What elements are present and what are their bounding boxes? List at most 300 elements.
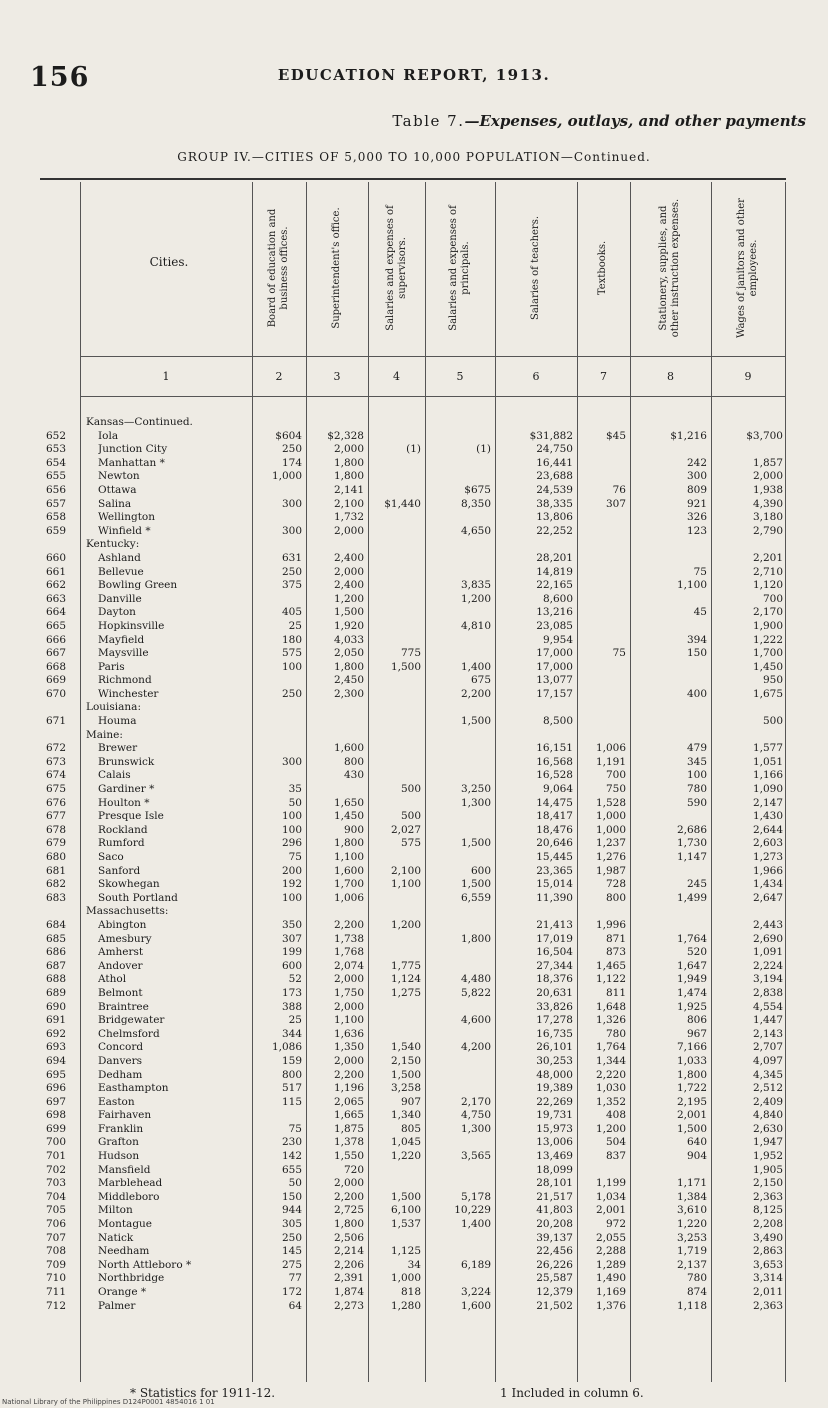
cell-c4: (1)	[406, 443, 421, 456]
cell-c2: 100	[281, 823, 302, 836]
cell-c8: 2,195	[676, 1095, 707, 1108]
cell-c7: 1,000	[595, 810, 626, 823]
cell-c6: 20,208	[536, 1218, 573, 1231]
cell-c6: 13,216	[536, 606, 573, 619]
city-name: Winfield *	[98, 524, 151, 537]
cell-c3: 1,600	[333, 742, 364, 755]
col-number: 6	[532, 370, 540, 383]
col-divider	[80, 182, 81, 1382]
cell-c6: 28,201	[536, 551, 573, 564]
cell-c9: 2,603	[752, 837, 783, 850]
cell-c9: 4,554	[752, 1000, 783, 1013]
cell-c2: 100	[281, 810, 302, 823]
cell-c9: 500	[762, 715, 783, 728]
cell-c6: 21,517	[536, 1190, 573, 1203]
cell-c4: 6,100	[390, 1204, 421, 1217]
cell-c8: 1,800	[676, 1068, 707, 1081]
cell-c3: 1,750	[333, 986, 364, 999]
cell-c8: 874	[686, 1286, 707, 1298]
col-heading-superintendent: Superintendent's office.	[331, 207, 342, 329]
cell-c9: 2,143	[752, 1027, 783, 1040]
row-number: 652	[46, 429, 67, 442]
col-divider	[711, 182, 712, 1382]
cell-c3: 1,800	[333, 456, 364, 469]
row-number: 662	[46, 579, 67, 592]
cell-c2: 52	[288, 973, 302, 986]
cell-c6: 41,803	[536, 1204, 573, 1217]
row-number: 677	[46, 810, 67, 823]
cell-c3: 1,450	[333, 810, 364, 823]
cell-c5: 3,835	[460, 579, 491, 592]
cell-c4: 2,100	[390, 864, 421, 877]
cell-c3: 800	[343, 755, 364, 768]
cell-c6: 25,587	[536, 1272, 573, 1285]
cell-c7: 1,122	[595, 973, 626, 986]
cell-c6: 15,445	[536, 851, 573, 863]
cell-c9: 3,314	[752, 1272, 783, 1285]
cell-c5: 1,500	[460, 878, 491, 891]
cell-c9: 2,838	[752, 986, 783, 999]
cell-c7: 2,001	[595, 1204, 626, 1217]
cell-c5: 1,300	[460, 796, 491, 809]
city-name: Brunswick	[98, 755, 155, 768]
cell-c9: 1,857	[752, 456, 783, 469]
city-name: Amesbury	[98, 932, 152, 945]
city-name: Middleboro	[98, 1190, 160, 1203]
header-rule	[80, 356, 786, 357]
cell-c9: 2,443	[752, 918, 783, 931]
row-number: 655	[46, 470, 67, 483]
cell-c8: 1,949	[676, 973, 707, 986]
city-name: Junction City	[98, 443, 168, 456]
cell-c9: 4,390	[752, 497, 783, 510]
cell-c9: 2,170	[752, 606, 783, 619]
cell-c2: 300	[281, 524, 302, 537]
cell-c9: 1,947	[752, 1136, 783, 1149]
row-number: 663	[46, 592, 67, 605]
row-number: 670	[46, 687, 67, 700]
cell-c6: 20,631	[536, 986, 573, 999]
cell-c3: 1,732	[333, 511, 364, 524]
cell-c2: 50	[288, 796, 302, 809]
row-number: 693	[46, 1041, 67, 1054]
cell-c3: 1,600	[333, 864, 364, 877]
table-caption	[392, 112, 806, 130]
row-number: 680	[46, 851, 67, 863]
cell-c7: $45	[605, 429, 626, 442]
cell-c8: 2,001	[676, 1109, 707, 1122]
city-name: Concord	[98, 1041, 144, 1054]
cell-c7: 1,199	[595, 1177, 626, 1190]
city-name: Newton	[98, 470, 140, 483]
col-heading-board: Board of education and business offices.	[267, 208, 290, 328]
cell-c6: 33,826	[536, 1000, 573, 1013]
col-number: 1	[162, 370, 170, 383]
cell-c9: 4,345	[752, 1068, 783, 1081]
cell-c4: 805	[400, 1122, 421, 1135]
cell-c8: 1,220	[676, 1218, 707, 1231]
state-name: Louisiana:	[86, 701, 141, 714]
cell-c5: 1,500	[460, 715, 491, 728]
city-name: Franklin	[98, 1122, 144, 1135]
cell-c4: 1,125	[390, 1245, 421, 1258]
row-number: 664	[46, 606, 67, 619]
row-number: 702	[46, 1163, 67, 1176]
cell-c7: 1,648	[595, 1000, 626, 1013]
city-name: Palmer	[98, 1299, 136, 1312]
cell-c9: 2,707	[752, 1041, 783, 1054]
cell-c3: 2,000	[333, 443, 364, 456]
col-divider	[630, 182, 631, 1382]
cell-c3: 2,200	[333, 918, 364, 931]
cell-c3: 2,300	[333, 687, 364, 700]
city-name: Bowling Green	[98, 579, 178, 592]
cell-c2: 300	[281, 497, 302, 510]
cell-c9: $3,700	[746, 429, 783, 442]
cell-c3: 900	[343, 823, 364, 836]
cell-c7: 700	[605, 769, 626, 782]
cell-c8: $1,216	[670, 429, 707, 442]
row-number: 653	[46, 443, 67, 456]
cell-c9: 2,863	[752, 1245, 783, 1258]
city-name: Mayfield	[98, 633, 145, 646]
cell-c5: 10,229	[454, 1204, 491, 1217]
cell-c9: 1,577	[752, 742, 783, 755]
cell-c9: 1,447	[752, 1014, 783, 1027]
cell-c5: 1,200	[460, 592, 491, 605]
cell-c6: 21,413	[536, 918, 573, 931]
cell-c3: 1,378	[333, 1136, 364, 1149]
cell-c8: 150	[686, 647, 707, 660]
row-number: 697	[46, 1095, 67, 1108]
cell-c3: 2,065	[333, 1095, 364, 1108]
row-number: 667	[46, 647, 67, 660]
cell-c6: 16,151	[536, 742, 573, 755]
cell-c5: $675	[464, 483, 491, 496]
cell-c6: 9,064	[542, 783, 573, 796]
cell-c2: 35	[288, 783, 302, 796]
cell-c6: 22,456	[536, 1245, 573, 1258]
cell-c3: 2,000	[333, 1000, 364, 1013]
cell-c7: 504	[605, 1136, 626, 1149]
cell-c3: 1,006	[333, 891, 364, 904]
row-number: 669	[46, 674, 67, 687]
cell-c8: 2,137	[676, 1258, 707, 1271]
cell-c2: 142	[281, 1150, 302, 1163]
city-name: Richmond	[98, 674, 152, 687]
cell-c3: 2,141	[333, 483, 364, 496]
cell-c7: 728	[605, 878, 626, 891]
cell-c7: 1,200	[595, 1122, 626, 1135]
cell-c4: 1,275	[390, 986, 421, 999]
cell-c2: 631	[281, 551, 302, 564]
col-heading-teachers: Salaries of teachers.	[530, 215, 541, 321]
cell-c7: 76	[612, 483, 626, 496]
cell-c8: 1,722	[676, 1082, 707, 1095]
cell-c2: 25	[288, 1014, 302, 1027]
city-name: Dayton	[98, 606, 136, 619]
cell-c9: 2,409	[752, 1095, 783, 1108]
row-number: 674	[46, 769, 67, 782]
cell-c3: 1,800	[333, 470, 364, 483]
cell-c6: 19,389	[536, 1082, 573, 1095]
cell-c2: 64	[288, 1299, 302, 1312]
cell-c2: 200	[281, 864, 302, 877]
cell-c6: 15,973	[536, 1122, 573, 1135]
cell-c7: 307	[605, 497, 626, 510]
cell-c2: 388	[281, 1000, 302, 1013]
cell-c8: 1,647	[676, 959, 707, 972]
cell-c6: 18,417	[536, 810, 573, 823]
cell-c9: 1,430	[752, 810, 783, 823]
city-name: Danville	[98, 592, 142, 605]
cell-c8: 1,171	[676, 1177, 707, 1190]
cell-c5: 4,600	[460, 1014, 491, 1027]
cell-c3: 2,273	[333, 1299, 364, 1312]
city-name: Sanford	[98, 864, 141, 877]
cell-c3: 1,875	[333, 1122, 364, 1135]
cell-c6: 21,502	[536, 1299, 573, 1312]
row-number: 704	[46, 1190, 67, 1203]
group-title: GROUP IV.—CITIES OF 5,000 TO 10,000 POPULATION—Continued.	[177, 150, 651, 164]
city-name: Saco	[98, 851, 124, 863]
cell-c8: 1,474	[676, 986, 707, 999]
cell-c6: 15,014	[536, 878, 573, 891]
state-name: Massachusetts:	[86, 905, 169, 918]
city-name: Houma	[98, 715, 137, 728]
cell-c6: 26,101	[536, 1041, 573, 1054]
footnote-one: 1 Included in column 6.	[500, 1386, 644, 1400]
cell-c7: 1,326	[595, 1014, 626, 1027]
cell-c7: 800	[605, 891, 626, 904]
cell-c6: 30,253	[536, 1054, 573, 1067]
city-name: Dedham	[98, 1068, 143, 1081]
col-number: 4	[393, 370, 400, 383]
cell-c9: 3,194	[752, 973, 783, 986]
cell-c9: 2,512	[752, 1082, 783, 1095]
cell-c7: 811	[605, 986, 626, 999]
cell-c7: 837	[605, 1150, 626, 1163]
cell-c9: 1,051	[752, 755, 783, 768]
cell-c7: 1,764	[595, 1041, 626, 1054]
cell-c4: 1,775	[390, 959, 421, 972]
cell-c8: 967	[686, 1027, 707, 1040]
cell-c7: 972	[605, 1218, 626, 1231]
cell-c4: 1,100	[390, 878, 421, 891]
row-number: 684	[46, 918, 67, 931]
city-name: Orange *	[98, 1286, 147, 1298]
cell-c6: 22,269	[536, 1095, 573, 1108]
cell-c8: 1,118	[676, 1299, 707, 1312]
col-divider	[425, 182, 426, 1382]
cell-c2: 405	[281, 606, 302, 619]
cell-c9: 2,224	[752, 959, 783, 972]
city-name: Manhattan *	[98, 456, 165, 469]
city-name: Easthampton	[98, 1082, 169, 1095]
cell-c7: 1,987	[595, 864, 626, 877]
cell-c6: 18,099	[536, 1163, 573, 1176]
cell-c6: 19,731	[536, 1109, 573, 1122]
cell-c8: 1,384	[676, 1190, 707, 1203]
cell-c4: 818	[400, 1286, 421, 1298]
cell-c8: 345	[686, 755, 707, 768]
cell-c8: 242	[686, 456, 707, 469]
cell-c9: 1,222	[752, 633, 783, 646]
cell-c6: 14,819	[536, 565, 573, 578]
cell-c2: 250	[281, 1231, 302, 1244]
cell-c6: 16,735	[536, 1027, 573, 1040]
cell-c2: 250	[281, 687, 302, 700]
cell-c3: 2,000	[333, 1054, 364, 1067]
cell-c6: 17,157	[536, 687, 573, 700]
cell-c3: 1,196	[333, 1082, 364, 1095]
cell-c9: 1,273	[752, 851, 783, 863]
row-number: 679	[46, 837, 67, 850]
cell-c3: 2,050	[333, 647, 364, 660]
cell-c5: 2,200	[460, 687, 491, 700]
cell-c6: 24,539	[536, 483, 573, 496]
cell-c3: 1,650	[333, 796, 364, 809]
row-number: 668	[46, 660, 67, 673]
cell-c4: $1,440	[384, 497, 421, 510]
cell-c8: 400	[686, 687, 707, 700]
row-number: 708	[46, 1245, 67, 1258]
row-number: 661	[46, 565, 67, 578]
city-name: Fairhaven	[98, 1109, 152, 1122]
cell-c5: 5,822	[460, 986, 491, 999]
cell-c9: 2,647	[752, 891, 783, 904]
cell-c6: 23,688	[536, 470, 573, 483]
cell-c4: 1,045	[390, 1136, 421, 1149]
cell-c4: 1,500	[390, 1068, 421, 1081]
city-name: Calais	[98, 769, 131, 782]
cell-c2: 77	[288, 1272, 302, 1285]
row-number: 688	[46, 973, 67, 986]
cell-c9: 2,790	[752, 524, 783, 537]
row-number: 656	[46, 483, 67, 496]
row-number: 690	[46, 1000, 67, 1013]
cell-c2: 75	[288, 1122, 302, 1135]
city-name: Milton	[98, 1204, 133, 1217]
cell-c6: 23,085	[536, 619, 573, 632]
city-name: Ashland	[98, 551, 141, 564]
cell-c6: 16,528	[536, 769, 573, 782]
cell-c3: 430	[343, 769, 364, 782]
cell-c2: 1,086	[271, 1041, 302, 1054]
cell-c6: $31,882	[529, 429, 573, 442]
cell-c8: 780	[686, 783, 707, 796]
cell-c6: 16,441	[536, 456, 573, 469]
footnote-star: * Statistics for 1911-12.	[130, 1386, 276, 1400]
cell-c7: 1,490	[595, 1272, 626, 1285]
cell-c9: 1,450	[752, 660, 783, 673]
row-number: 709	[46, 1258, 67, 1271]
cell-c9: 1,900	[752, 619, 783, 632]
cell-c5: 4,480	[460, 973, 491, 986]
cell-c9: 3,653	[752, 1258, 783, 1271]
cell-c3: 2,000	[333, 565, 364, 578]
cell-c5: 600	[470, 864, 491, 877]
cell-c5: 1,600	[460, 1299, 491, 1312]
cell-c6: 17,019	[536, 932, 573, 945]
cell-c3: 2,391	[333, 1272, 364, 1285]
cell-c4: 1,220	[390, 1150, 421, 1163]
col-number: 2	[275, 370, 283, 383]
cell-c5: 1,400	[460, 660, 491, 673]
col-number: 5	[456, 370, 464, 383]
cell-c8: 123	[686, 524, 707, 537]
cell-c3: 1,768	[333, 946, 364, 959]
cell-c8: 1,033	[676, 1054, 707, 1067]
cell-c8: 520	[686, 946, 707, 959]
col-number: 9	[744, 370, 752, 383]
cell-c2: 230	[281, 1136, 302, 1149]
cell-c4: 1,540	[390, 1041, 421, 1054]
cell-c2: 375	[281, 579, 302, 592]
city-name: Presque Isle	[98, 810, 164, 823]
cell-c2: 800	[281, 1068, 302, 1081]
cell-c8: 1,500	[676, 1122, 707, 1135]
city-name: Braintree	[98, 1000, 149, 1013]
col-heading-textbooks: Textbooks.	[597, 240, 608, 296]
cell-c8: 394	[686, 633, 707, 646]
col-heading-stationery: Stationery, supplies, and other instruction expenses.	[658, 198, 681, 338]
cell-c7: 2,055	[595, 1231, 626, 1244]
cell-c2: 100	[281, 891, 302, 904]
cell-c2: 600	[281, 959, 302, 972]
cell-c7: 1,000	[595, 823, 626, 836]
city-name: Skowhegan	[98, 878, 160, 891]
cell-c9: 3,490	[752, 1231, 783, 1244]
cell-c9: 2,630	[752, 1122, 783, 1135]
cell-c5: 1,300	[460, 1122, 491, 1135]
cell-c8: 100	[686, 769, 707, 782]
row-number: 703	[46, 1177, 67, 1190]
row-number: 676	[46, 796, 67, 809]
source-stamp: National Library of the Philippines D124P0001 4854016 1 01	[2, 1398, 215, 1406]
cell-c3: 1,738	[333, 932, 364, 945]
row-number: 686	[46, 946, 67, 959]
cell-c3: 2,000	[333, 524, 364, 537]
cell-c3: 2,100	[333, 497, 364, 510]
cell-c2: 25	[288, 619, 302, 632]
cell-c5: 4,750	[460, 1109, 491, 1122]
cell-c8: 921	[686, 497, 707, 510]
row-number: 698	[46, 1109, 67, 1122]
row-number: 665	[46, 619, 67, 632]
cell-c5: 675	[470, 674, 491, 687]
state-name: Kansas—Continued.	[86, 416, 193, 428]
cell-c5: 1,400	[460, 1218, 491, 1231]
cell-c2: 100	[281, 660, 302, 673]
cell-c5: 1,800	[460, 932, 491, 945]
cell-c3: 1,550	[333, 1150, 364, 1163]
cell-c3: 1,100	[333, 851, 364, 863]
cell-c4: 575	[400, 837, 421, 850]
cell-c9: 1,434	[752, 878, 783, 891]
city-name: Bellevue	[98, 565, 144, 578]
cell-c3: 1,500	[333, 606, 364, 619]
cell-c9: 950	[762, 674, 783, 687]
cell-c6: 13,469	[536, 1150, 573, 1163]
cell-c8: 640	[686, 1136, 707, 1149]
city-name: Ottawa	[98, 483, 137, 496]
cell-c7: 1,352	[595, 1095, 626, 1108]
city-name: Bridgewater	[98, 1014, 165, 1027]
city-name: Danvers	[98, 1054, 142, 1067]
cell-c3: 2,206	[333, 1258, 364, 1271]
cell-c6: 39,137	[536, 1231, 573, 1244]
